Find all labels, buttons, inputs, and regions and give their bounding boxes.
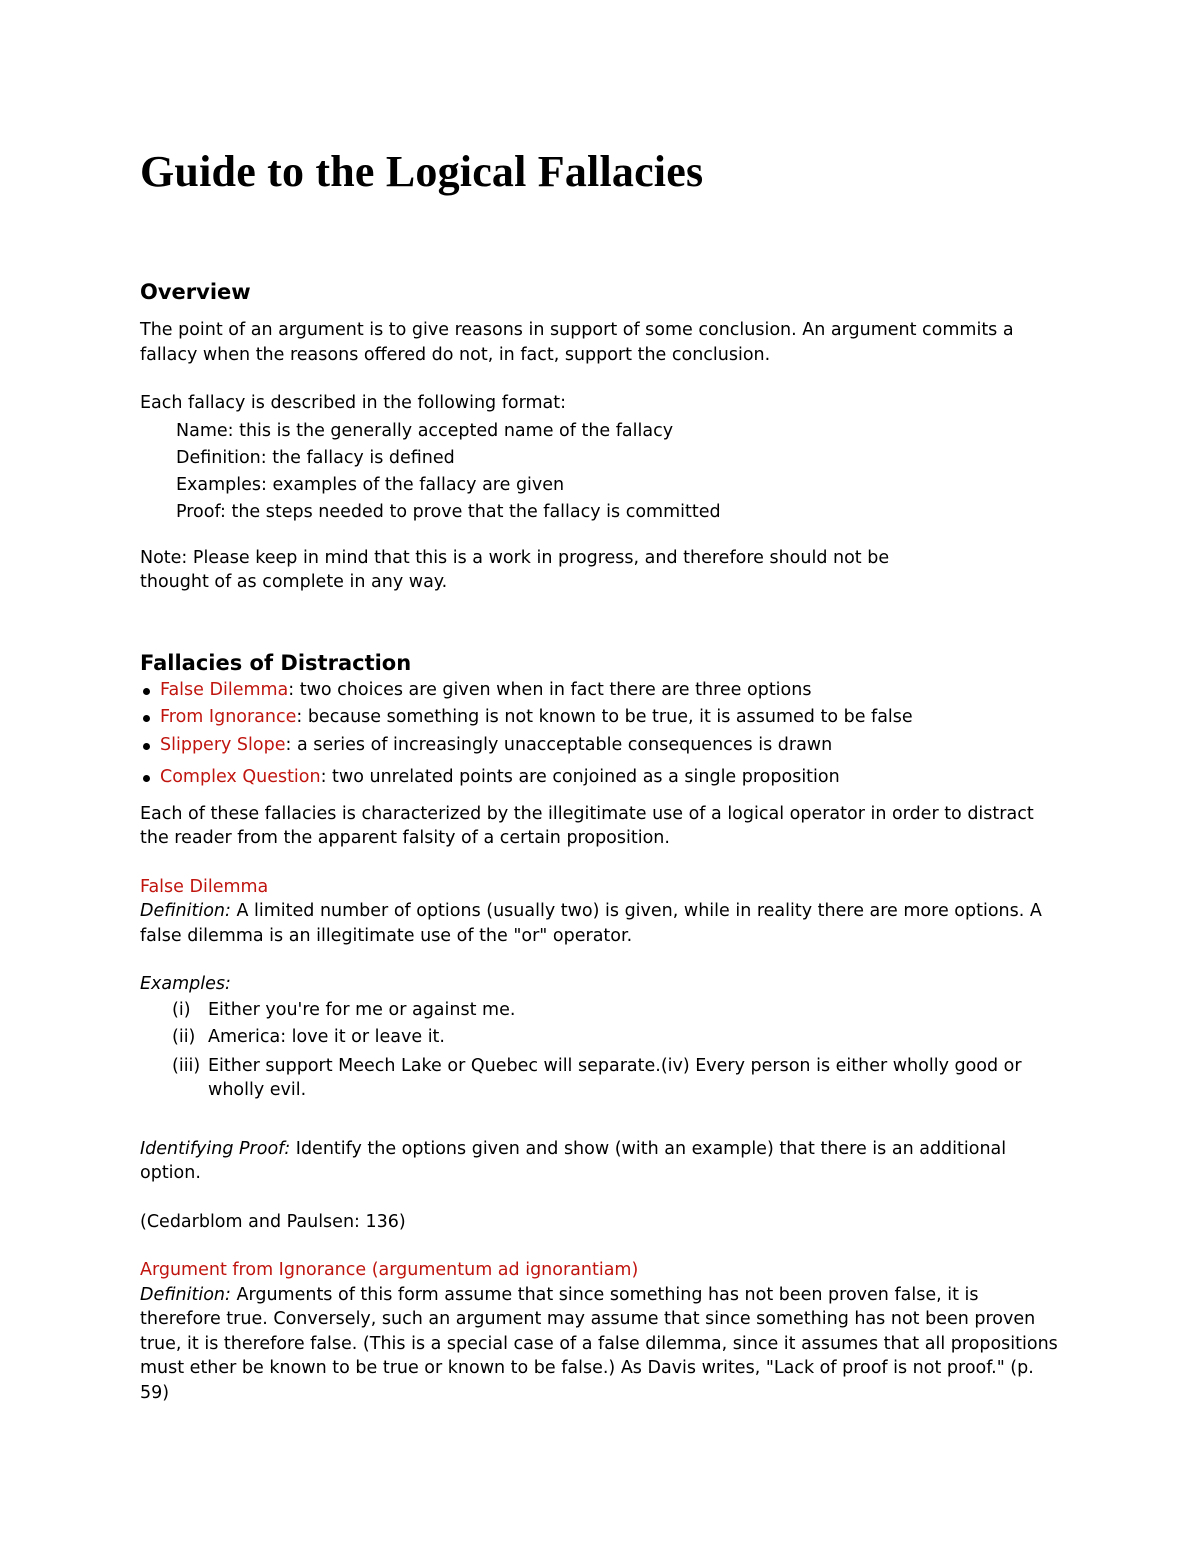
fallacy-term: False Dilemma [160,679,289,700]
list-item [140,1024,1060,1052]
example-number: (iii) [172,1055,201,1076]
note-line-1: Note: Please keep in mind that this is a work in progress, and therefore should not be [140,547,890,568]
format-item-examples: Examples: examples of the fallacy are given [176,474,565,495]
false-dilemma-definition [140,899,1060,948]
citation: (Cedarblom and Paulsen: 136) [140,1211,406,1232]
bullet-dot-icon [143,688,150,695]
overview-paragraph: The point of an argument is to give reasons in support of some conclusion. An argument commits a fallacy when the reasons offered do not, in fact, support the conclusion. [140,320,1014,365]
definition-text: A limited number of options (usually two) is given, while in reality there are more options. A false dilemma is an illegitimate use of the "or" operator. [140,901,1042,946]
list-item [140,764,1060,792]
example-text: Either you're for me or against me. [208,999,516,1020]
examples-label: Examples: [140,974,231,994]
list-item [140,704,1060,732]
bullet-dot-icon [143,743,150,750]
definition-text: Arguments of this form assume that since something has not been proven false, it is therefore true. Conversely, such an argument may assume that since something has not been proven true, it is therefore false. (This is a special case of a false dilemma, since it assumes that all propositions must ether be known to be true or known to be false.) As Davis writes, "Lack of proof is not proof." (p. 59) [140,1284,1058,1403]
false-dilemma-heading: False Dilemma [140,876,269,897]
definition-label: Definition: [140,1284,231,1305]
definition-label: Definition: [140,901,231,921]
document-page [140,146,1060,1405]
fallacy-description: : a series of increasingly unacceptable consequences is drawn [285,734,833,755]
example-text: America: love it or leave it. [208,1027,445,1047]
fallacy-term: Complex Question [160,767,321,787]
example-text: Either support Meech Lake or Quebec will separate.(iv) Every person is either wholly good or wholly evil. [208,1055,1022,1100]
fallacy-description: : two unrelated points are conjoined as a single proposition [320,767,840,787]
proof-text: Identify the options given and show (with an example) that there is an additional option. [140,1138,1007,1183]
distraction-summary: Each of these fallacies is characterized by the illegitimate use of a logical operator in order to distract the reader from the apparent falsity of a certain proposition. [140,803,1034,848]
fallacy-description: : two choices are given when in fact there are three options [288,679,812,700]
document-title: Guide to the Logical Fallacies [140,147,704,196]
example-number: (ii) [172,1027,196,1047]
format-item-name: Name: this is the generally accepted name of the fallacy [176,420,674,441]
list-item [140,677,1060,705]
distraction-heading: Fallacies of Distraction [140,650,412,675]
note-paragraph [140,546,1060,595]
ignorance-heading: Argument from Ignorance (argumentum ad ignorantiam) [140,1260,639,1280]
distraction-list [140,677,1060,792]
format-list [140,418,1060,526]
format-intro: Each fallacy is described in the following format: [140,393,567,413]
note-line-2: thought of as complete in any way. [140,572,448,592]
ignorance-definition [140,1283,1060,1406]
list-item [140,997,1060,1025]
bullet-dot-icon [143,715,150,722]
examples-list [140,997,1060,1103]
fallacy-description: : because something is not known to be true, it is assumed to be false [296,707,913,727]
identifying-proof [140,1137,1060,1186]
format-item-proof: Proof: the steps needed to prove that the fallacy is committed [176,501,721,522]
fallacy-term: Slippery Slope [160,734,286,755]
list-item [140,732,1060,760]
bullet-dot-icon [143,775,150,782]
format-item-definition: Definition: the fallacy is defined [176,447,455,468]
fallacy-term: From Ignorance [160,707,297,727]
example-number: (i) [172,999,191,1020]
overview-heading: Overview [140,280,251,304]
list-item [140,1052,1060,1103]
proof-label: Identifying Proof: [140,1138,291,1159]
